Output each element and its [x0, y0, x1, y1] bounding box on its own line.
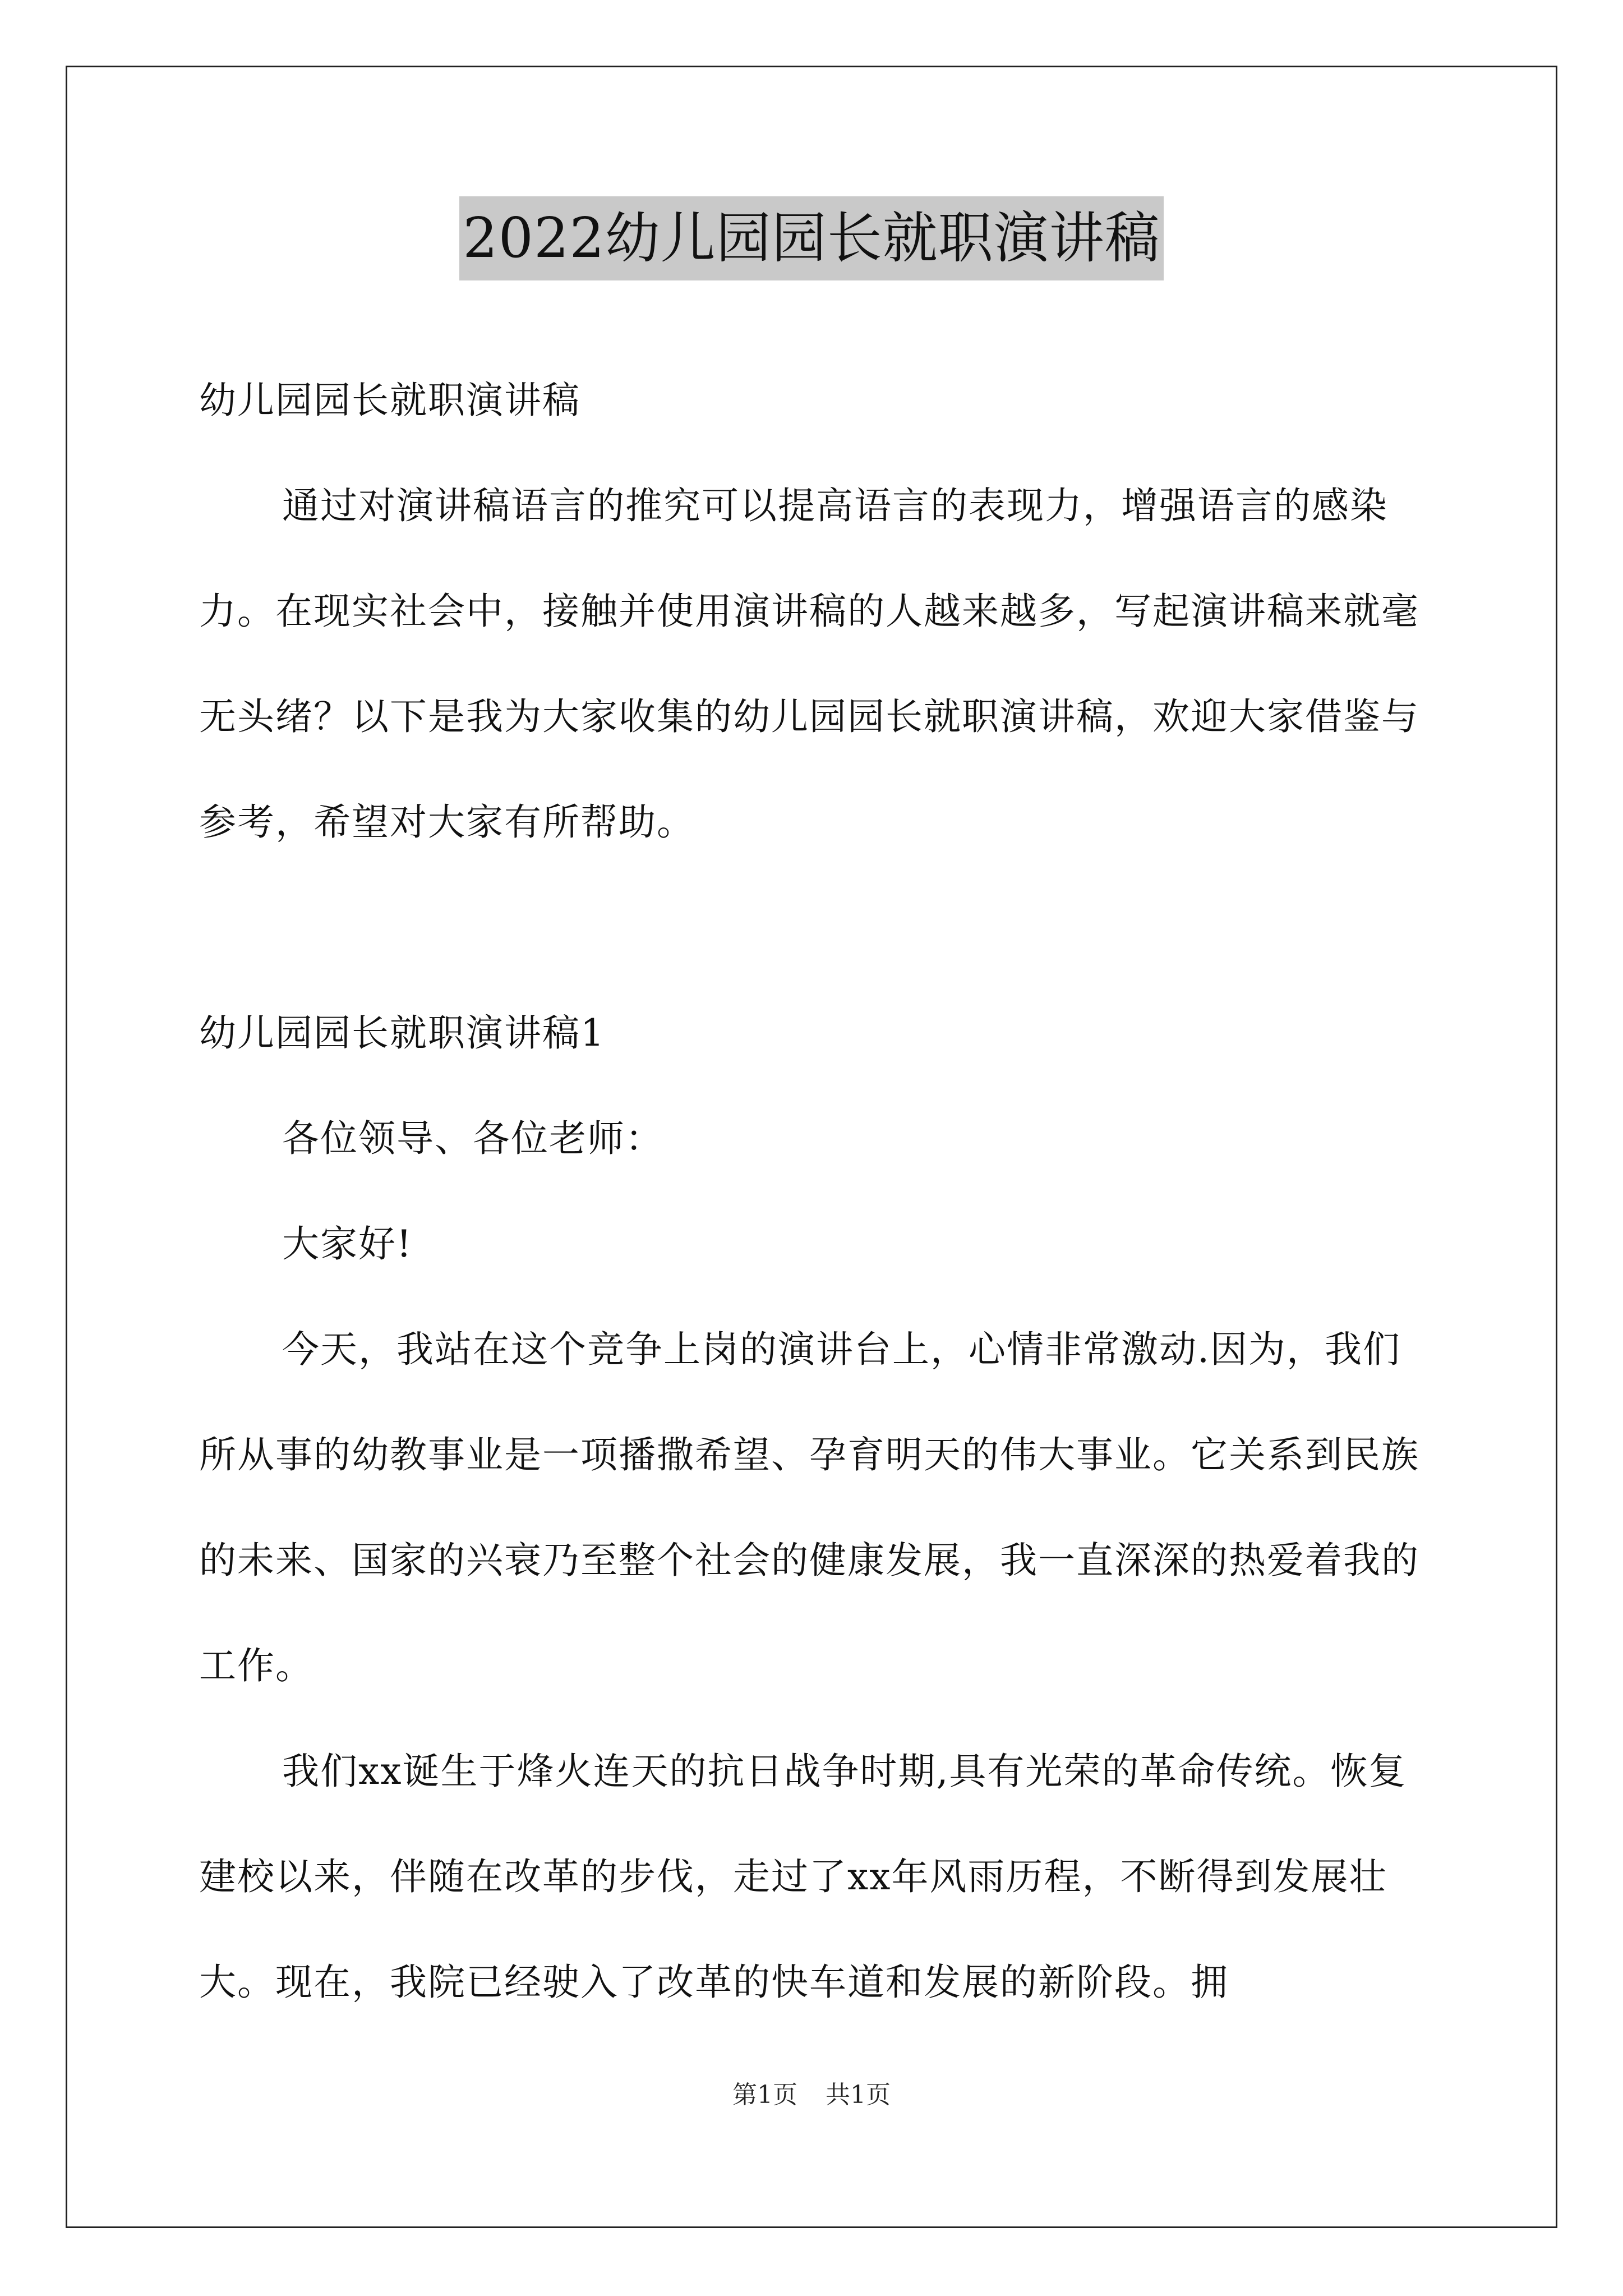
page-total: 共1页 [826, 2081, 891, 2109]
body-paragraph-1: 今天，我站在这个竞争上岗的演讲台上，心情非常激动.因为，我们所从事的幼教事业是一项播撒希望、孕育明天的伟大事业。它关系到民族的未来、国家的兴衰乃至整个社会的健康发展，我一直深深的热爱着我的工作。 [199, 1328, 1419, 1687]
salutation: 各位领导、各位老师： [282, 1117, 663, 1160]
section-heading-1: 幼儿园园长就职演讲稿1 [199, 1011, 605, 1055]
document-title: 2022幼儿园园长就职演讲稿 [459, 196, 1163, 280]
intro-paragraph: 通过对演讲稿语言的推究可以提高语言的表现力，增强语言的感染力。在现实社会中，接触并使用演讲稿的人越来越多，写起演讲稿来就毫无头绪？以下是我为大家收集的幼儿园园长就职演讲稿，欢迎大家借鉴与参考，希望对大家有所帮助。 [199, 484, 1419, 844]
document-body [199, 348, 1433, 2035]
page-number: 第1页 [732, 2081, 797, 2109]
body-paragraph-2: 我们xx诞生于烽火连天的抗日战争时期,具有光荣的革命传统。恢复建校以来，伴随在改革的步伐，走过了xx年风雨历程，不断得到发展壮大。现在，我院已经驶入了改革的快车道和发展的新阶段。拥 [199, 1750, 1407, 2004]
greeting: 大家好! [282, 1222, 413, 1266]
page-footer [0, 2078, 1623, 2112]
title-container [0, 196, 1623, 280]
subtitle: 幼儿园园长就职演讲稿 [199, 379, 580, 422]
